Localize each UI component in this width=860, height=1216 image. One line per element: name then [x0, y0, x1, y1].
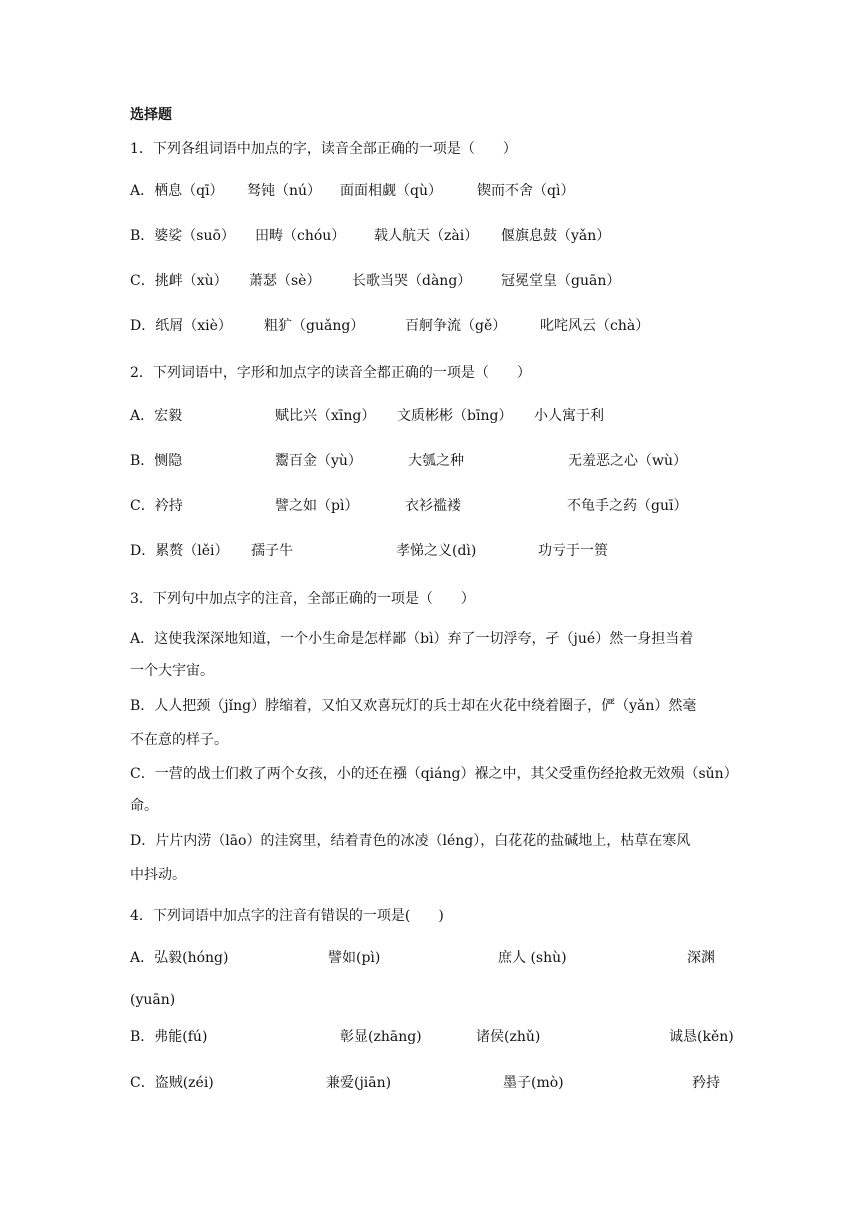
- q1-option-a-4: 锲而不舍（qì）: [477, 183, 575, 199]
- q4-option-c-4: 矜持: [692, 1075, 720, 1091]
- q4-option-a-4: 深渊: [687, 950, 715, 966]
- q4-option-a-3: 庶人 (shù): [498, 950, 567, 966]
- q4-option-a-2: 譬如(pì): [328, 950, 381, 966]
- q4-option-c-1: C．盗贼(zéi): [130, 1075, 214, 1091]
- q1-option-a-2: 驽钝（nú）: [247, 183, 322, 199]
- q2-option-a-1: A．宏毅: [130, 408, 183, 424]
- q4-option-c-3: 墨子(mò): [503, 1075, 564, 1091]
- q2-option-c-3: 衣衫褴褛: [405, 498, 461, 514]
- q3-option-c-line1: C．一营的战士们救了两个女孩，小的还在襁（qiáng）褓之中，其父受重伤经抢救无效殒（sǔn）: [130, 766, 738, 782]
- q1-option-a-1: A．栖息（qī）: [130, 183, 224, 199]
- q4-stem: 4．下列词语中加点字的注音有错误的一项是( ): [130, 908, 444, 924]
- q1-option-c-2: 萧瑟（sè）: [249, 273, 321, 289]
- q1-option-a-3: 面面相觑（qù）: [340, 183, 442, 199]
- q2-option-b-1: B．恻隐: [130, 453, 183, 469]
- q2-option-d-3: 孝悌之义(dì): [396, 543, 477, 559]
- q4-option-a-1: A．弘毅(hóng): [130, 950, 229, 966]
- q2-option-a-2: 赋比兴（xīng）: [275, 408, 376, 424]
- q3-option-b-line1: B．人人把颈（jǐng）脖缩着，又怕又欢喜玩灯的兵士却在火花中绕着圈子，俨（yǎn）然毫: [130, 698, 697, 714]
- q1-option-c-3: 长歌当哭（dàng）: [352, 273, 472, 289]
- q2-option-b-4: 无羞恶之心（wù）: [568, 453, 687, 469]
- q4-option-b-2: 彰显(zhāng): [340, 1029, 422, 1045]
- q3-option-b-line2: 不在意的样子。: [130, 732, 228, 748]
- q2-option-b-3: 大瓠之种: [408, 453, 464, 469]
- q2-option-d-2: 孺子牛: [251, 543, 293, 559]
- q3-stem: 3．下列句中加点字的注音，全部正确的一项是（ ）: [130, 591, 475, 607]
- q2-option-c-1: C．衿持: [130, 498, 183, 514]
- q1-option-d-3: 百舸争流（gě）: [405, 318, 507, 334]
- q1-option-c-4: 冠冕堂皇（guān）: [501, 273, 621, 289]
- q1-option-d-2: 粗犷（guǎng）: [264, 318, 365, 334]
- q1-option-b-4: 偃旗息鼓（yǎn）: [501, 228, 611, 244]
- q2-option-c-4: 不龟手之药（guī）: [567, 498, 688, 514]
- q4-option-a-wrap: (yuān): [130, 992, 176, 1008]
- q2-option-c-2: 譬之如（pì）: [275, 498, 359, 514]
- q2-option-b-2: 鬻百金（yù）: [275, 453, 362, 469]
- q1-option-d-1: D．纸屑（xiè）: [130, 318, 232, 334]
- q4-option-b-4: 诚恳(kěn): [669, 1029, 734, 1045]
- q2-option-a-4: 小人寓于利: [534, 408, 604, 424]
- section-title: 选择题: [130, 107, 172, 123]
- q1-option-c-1: C．挑衅（xù）: [130, 273, 228, 289]
- q2-option-a-3: 文质彬彬（bīng）: [397, 408, 513, 424]
- q2-option-d-1: D．累赘（lěi）: [130, 543, 229, 559]
- q4-option-b-1: B．弗能(fú): [130, 1029, 208, 1045]
- q3-option-d-line1: D．片片内涝（lāo）的洼窝里，结着青色的冰凌（léng），白花花的盐碱地上，枯草在寒风: [130, 833, 691, 849]
- q3-option-a-line1: A．这使我深深地知道，一个小生命是怎样鄙（bì）弃了一切浮夸，孑（jué）然一身担当着: [130, 631, 694, 647]
- q1-option-b-2: 田畴（chóu）: [255, 228, 346, 244]
- q4-option-b-3: 诸侯(zhǔ): [476, 1029, 541, 1045]
- q4-option-c-2: 兼爱(jiān): [326, 1075, 392, 1091]
- q1-option-b-1: B．婆娑（suō）: [130, 228, 235, 244]
- q3-option-c-line2: 命。: [130, 798, 158, 814]
- q3-option-a-line2: 一个大宇宙。: [130, 663, 214, 679]
- q3-option-d-line2: 中抖动。: [130, 867, 186, 883]
- q2-option-d-4: 功亏于一篑: [538, 543, 608, 559]
- q2-stem: 2．下列词语中，字形和加点字的读音全都正确的一项是（ ）: [130, 365, 531, 381]
- q1-stem: 1．下列各组词语中加点的字，读音全部正确的一项是（ ）: [130, 141, 517, 157]
- q1-option-d-4: 叱咤风云（chà）: [540, 318, 650, 334]
- q1-option-b-3: 载人航天（zài）: [374, 228, 479, 244]
